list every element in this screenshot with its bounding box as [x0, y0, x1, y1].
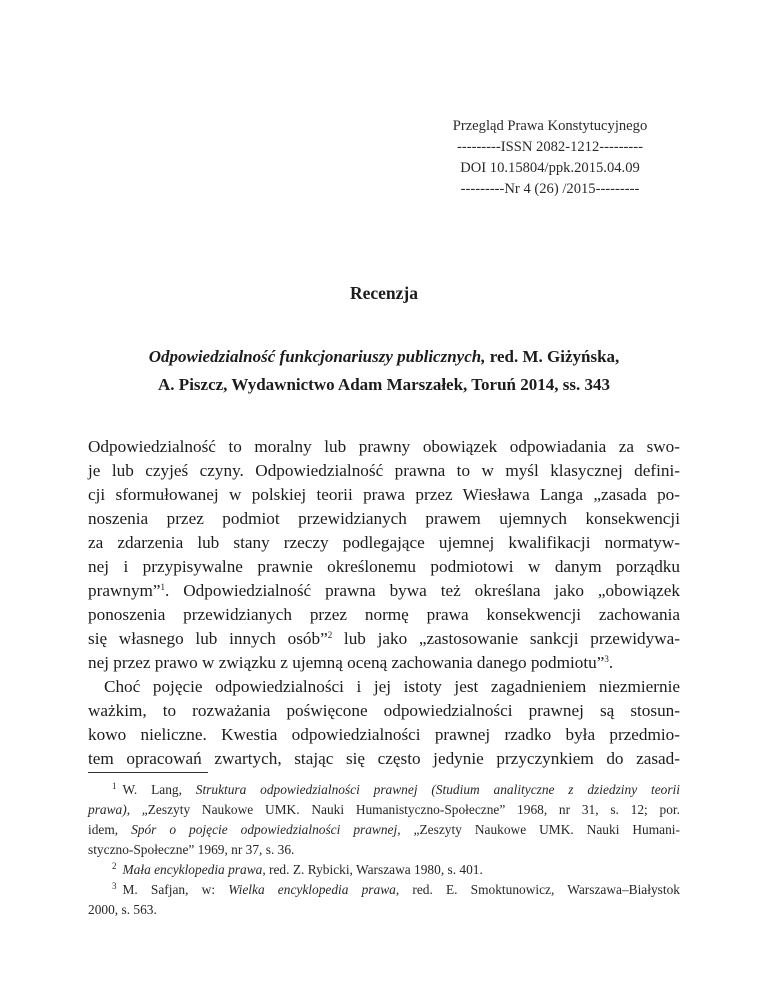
footnote-1	[88, 780, 680, 800]
body-line	[88, 651, 680, 675]
footnote-text: , red. Z. Rybicki, Warszawa 1980, s. 401.	[262, 862, 483, 877]
footnote-line: styczno-Społeczne” 1969, nr 37, s. 36.	[88, 842, 295, 857]
body-line: ponoszenia przewidzianych przez normę prawa konsekwencji zachowania	[88, 605, 680, 624]
body-line: noszenia przez podmiot przewidzianych prawem ujemnych konsekwencji	[88, 509, 680, 528]
footnote-ref: 1	[160, 582, 166, 592]
body-line: ważkim, to rozważania poświęcone odpowiedzialności prawnej są stosun-	[88, 701, 680, 720]
footnote-number: 2	[112, 861, 117, 871]
body-line: nej i przypisywalne prawnie określonemu podmiotowi w danym porządku	[88, 557, 680, 576]
footnote-italic: Mała encyklopedia prawa	[122, 862, 263, 877]
body-line: tem opracowań zwartych, stając się często jedynie przyczynkiem do zasad-	[88, 749, 680, 768]
book-title-line-2: A. Piszcz, Wydawnictwo Adam Marszałek, Toruń 2014, ss. 343	[158, 375, 610, 394]
footnotes	[88, 780, 680, 920]
body-line: je lub czyjeś czyny. Odpowiedzialność prawna to w myśl klasycznej defini-	[88, 461, 680, 480]
footnote-ref: 3	[604, 654, 609, 664]
body-line: kowo nieliczne. Kwestia odpowiedzialności prawnej rzadko była przedmio-	[88, 725, 680, 744]
body-line	[88, 579, 680, 603]
body-line: Odpowiedzialność to moralny lub prawny obowiązek odpowiadania za swo-	[88, 437, 680, 456]
footnote-text: , red. E. Smoktunowicz, Warszawa–Białystok	[395, 882, 680, 897]
footnote-italic: Spór o pojęcie odpowiedzialności prawnej	[131, 822, 398, 837]
footnote-text: M. Safjan, w:	[122, 882, 229, 897]
body-text-fragment: . Odpowiedzialność prawna bywa też określana jako „obowiązek	[165, 581, 680, 600]
footnote-3	[88, 880, 680, 900]
footnote-italic: Struktura odpowiedzialności prawnej (Studium analityczne z dziedziny teorii	[195, 782, 680, 797]
footnote-ref: 2	[327, 630, 333, 640]
body-text-fragment: się własnego lub innych osób”	[88, 629, 328, 648]
body-line: cji sformułowanej w polskiej teorii prawa przez Wiesława Langa „zasada po-	[88, 485, 680, 504]
footnote-line	[88, 820, 680, 840]
footnote-2	[88, 860, 680, 880]
body-text-fragment: lub jako „zastosowanie sankcji przewidywa-	[332, 629, 680, 648]
footnote-line: 2000, s. 563.	[88, 902, 157, 917]
footnote-text: , „Zeszyty Naukowe UMK. Nauki Humanistyczno-Społeczne” 1968, nr 31, s. 12; por.	[126, 802, 680, 817]
footnote-text: , „Zeszyty Naukowe UMK. Nauki Humani-	[397, 822, 680, 837]
issn-line: ---------ISSN 2082-1212---------	[457, 139, 643, 155]
footnote-text: idem,	[88, 822, 132, 837]
reviewed-book-title	[100, 343, 668, 399]
journal-header	[390, 116, 710, 200]
book-editors: red. M. Giżyńska,	[485, 347, 620, 366]
body-text-fragment: .	[608, 653, 614, 672]
review-body	[88, 435, 680, 771]
footnote-italic: prawa)	[88, 802, 127, 817]
footnote-text: W. Lang,	[122, 782, 196, 797]
journal-name: Przegląd Prawa Konstytucyjnego	[452, 118, 648, 134]
issue-line: ---------Nr 4 (26) /2015---------	[460, 181, 640, 197]
book-title-italic: Odpowiedzialność funkcjonariuszy publicznych,	[148, 347, 486, 366]
footnote-italic: Wielka encyklopedia prawa	[228, 882, 396, 897]
doi-line: DOI 10.15804/ppk.2015.04.09	[460, 160, 640, 176]
body-text-fragment: prawnym”	[88, 581, 161, 600]
book-title-line-1	[100, 343, 668, 371]
body-line	[88, 627, 680, 651]
body-text-fragment: nej przez prawo w związku z ujemną oceną zachowania danego podmiotu”	[88, 653, 605, 672]
footnote-number: 1	[112, 781, 117, 791]
footnote-number: 3	[112, 881, 117, 891]
section-title: Recenzja	[349, 283, 419, 303]
body-line: za zdarzenia lub stany rzeczy podlegające ujemnej kwalifikacji normatyw-	[88, 533, 680, 552]
footnote-line	[88, 800, 680, 820]
footnote-divider	[88, 772, 208, 773]
body-line: Choć pojęcie odpowiedzialności i jej istoty jest zagadnieniem niezmiernie	[104, 677, 680, 696]
